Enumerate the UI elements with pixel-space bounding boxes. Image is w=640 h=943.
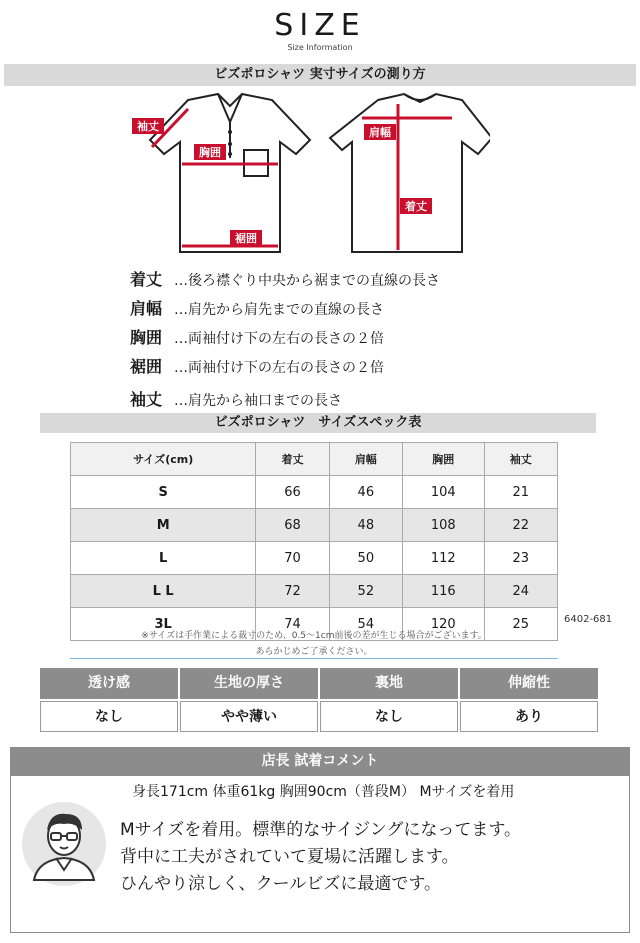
table-row: S 66 46 104 21 [71,476,558,509]
prop-value-lining: なし [320,701,458,732]
table-row: L 70 50 112 23 [71,542,558,575]
definition-chest: 胸囲 …両袖付け下の左右の長さの２倍 [130,328,384,347]
front-shirt-icon [150,94,310,252]
measurement-definitions [130,265,550,414]
spec-section-title: ビズポロシャツ サイズスペック表 [40,413,596,433]
body-stats: 身長171cm 体重61kg 胸囲90cm（普段M） Mサイズを着用 [132,784,515,800]
svg-text:肩幅: 肩幅 [369,126,391,139]
prop-header-sheerness: 透け感 [40,668,178,699]
comment-title: 店長 試着コメント [10,747,630,775]
definition-shoulder: 肩幅 …肩先から肩先までの直線の長さ [130,299,384,318]
size-note: ※サイズは手作業による裁寸のため、0.5～1cm前後の差が生じる場合がございます。 [141,631,487,641]
prop-header-stretch: 伸縮性 [460,668,598,699]
size-note-confirm: あらかじめご了承ください。 [255,647,373,657]
definition-length: 着丈 …後ろ襟ぐり中央から裾までの直線の長さ [130,270,440,289]
store-manager-avatar-icon [20,800,108,888]
divider [70,658,558,659]
size-spec-table [70,442,558,641]
page-title: SIZE [274,8,366,43]
header-length: 着丈 [256,443,329,476]
header-sleeve: 袖丈 [484,443,557,476]
fabric-properties [40,668,600,732]
diagram-label-shoulder [364,124,396,140]
prop-header-lining: 裏地 [320,668,458,699]
diagram-label-length [400,198,432,214]
prop-value-thickness: やや薄い [180,701,318,732]
svg-text:袖丈: 袖丈 [137,120,159,133]
header-shoulder: 肩幅 [329,443,402,476]
table-row: 3L 74 54 120 25 [71,608,558,641]
prop-value-stretch: あり [460,701,598,732]
comment-line: 背中に工夫がされていて夏場に活躍します。 [120,847,459,867]
header-chest: 胸囲 [402,443,484,476]
svg-text:胸囲: 胸囲 [199,146,221,159]
definition-hem: 裾囲 …両袖付け下の左右の長さの２倍 [130,357,384,376]
table-row: L L 72 52 116 24 [71,575,558,608]
table-row: M 68 48 108 22 [71,509,558,542]
prop-header-thickness: 生地の厚さ [180,668,318,699]
diagram-label-hem [230,230,262,246]
comment-line: ひんやり涼しく、クールビズに最適です。 [120,874,441,894]
shirt-diagram [130,92,490,262]
diagram-label-sleeve [132,118,164,134]
header-size: サイズ(cm) [71,443,256,476]
diagram-label-chest [194,144,226,160]
page-subtitle: Size Information [287,43,353,52]
table-header-row [71,443,558,476]
svg-text:裾囲: 裾囲 [235,232,257,245]
definition-sleeve: 袖丈 …肩先から袖口までの長さ [130,390,342,409]
model-code: 6402-681 [564,614,613,625]
prop-value-sheerness: なし [40,701,178,732]
svg-text:着丈: 着丈 [405,200,427,213]
comment-line: Mサイズを着用。標準的なサイジングになってます。 [120,820,521,840]
measure-section-title: ビズポロシャツ 実寸サイズの測り方 [4,64,636,86]
